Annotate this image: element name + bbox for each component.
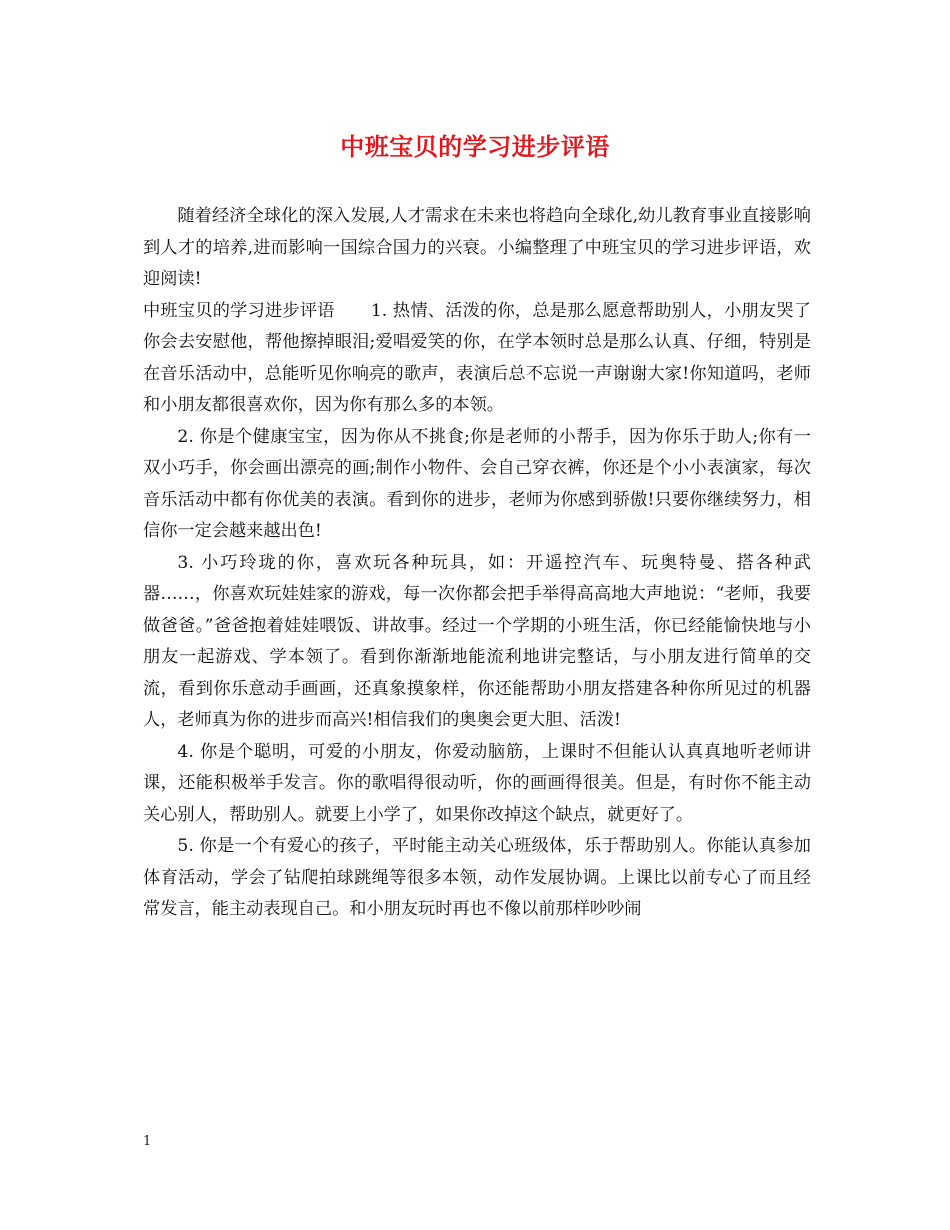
paragraph-4: 4. 你是个聪明，可爱的小朋友，你爱动脑筋，上课时不但能认认真真地听老师讲课，还能积极举手发言。你的歌唱得很动听，你的画画得很美。但是，有时你不能主动关心别人，帮助别人。就要上小学了，如果你改掉这个缺点，就更好了。 [143,741,811,825]
paragraph-2: 2. 你是个健康宝宝，因为你从不挑食;你是老师的小帮手，因为你乐于助人;你有一双小巧手，你会画出漂亮的画;制作小物件、会自己穿衣裤，你还是个小小表演家，每次音乐活动中都有你优美的表演。看到你的进步，老师为你感到骄傲!只要你继续努力，相信你一定会越来越出色! [143,426,811,541]
document-body [143,201,811,926]
paragraph-5: 5. 你是一个有爱心的孩子，平时能主动关心班级体，乐于帮助别人。你能认真参加体育活动，学会了钻爬拍球跳绳等很多本领，动作发展协调。上课比以前专心了而且经常发言，能主动表现自己。和小朋友玩时再也不像以前那样吵吵闹 [143,836,811,919]
intro-paragraph: 随着经济全球化的深入发展,人才需求在未来也将趋向全球化,幼儿教育事业直接影响到人才的培养,进而影响一国综合国力的兴衰。小编整理了中班宝贝的学习进步评语，欢迎阅读! [143,206,811,289]
page-number: 1 [143,1134,152,1149]
paragraph-3: 3. 小巧玲珑的你，喜欢玩各种玩具，如：开遥控汽车、玩奥特曼、搭各种武器……，你喜欢玩娃娃家的游戏，每一次你都会把手举得高高地大声地说：“老师，我要做爸爸。”爸爸抱着娃娃喂饭、讲故事。经过一个学期的小班生活，你已经能愉快地与小朋友一起游戏、学本领了。看到你渐渐地能流利地讲完整话，与小朋友进行简单的交流，看到你乐意动手画画，还真象摸象样，你还能帮助小朋友搭建各种你所见过的机器人，老师真为你的进步而高兴!相信我们的奥奥会更大胆、活泼! [143,552,811,730]
paragraph-1-text: 1. 热情、活泼的你，总是那么愿意帮助别人，小朋友哭了你会去安慰他，帮他擦掉眼泪;爱唱爱笑的你，在学本领时总是那么认真、仔细，特别是在音乐活动中，总能听见你响亮的歌声，表演后总不忘说一声谢谢大家!你知道吗，老师和小朋友都很喜欢你，因为你有那么多的本领。 [143,300,811,415]
section-heading: 中班宝贝的学习进步评语 [143,300,335,321]
section-paragraph-1 [143,296,811,422]
document-title: 中班宝贝的学习进步评语 [340,132,610,161]
